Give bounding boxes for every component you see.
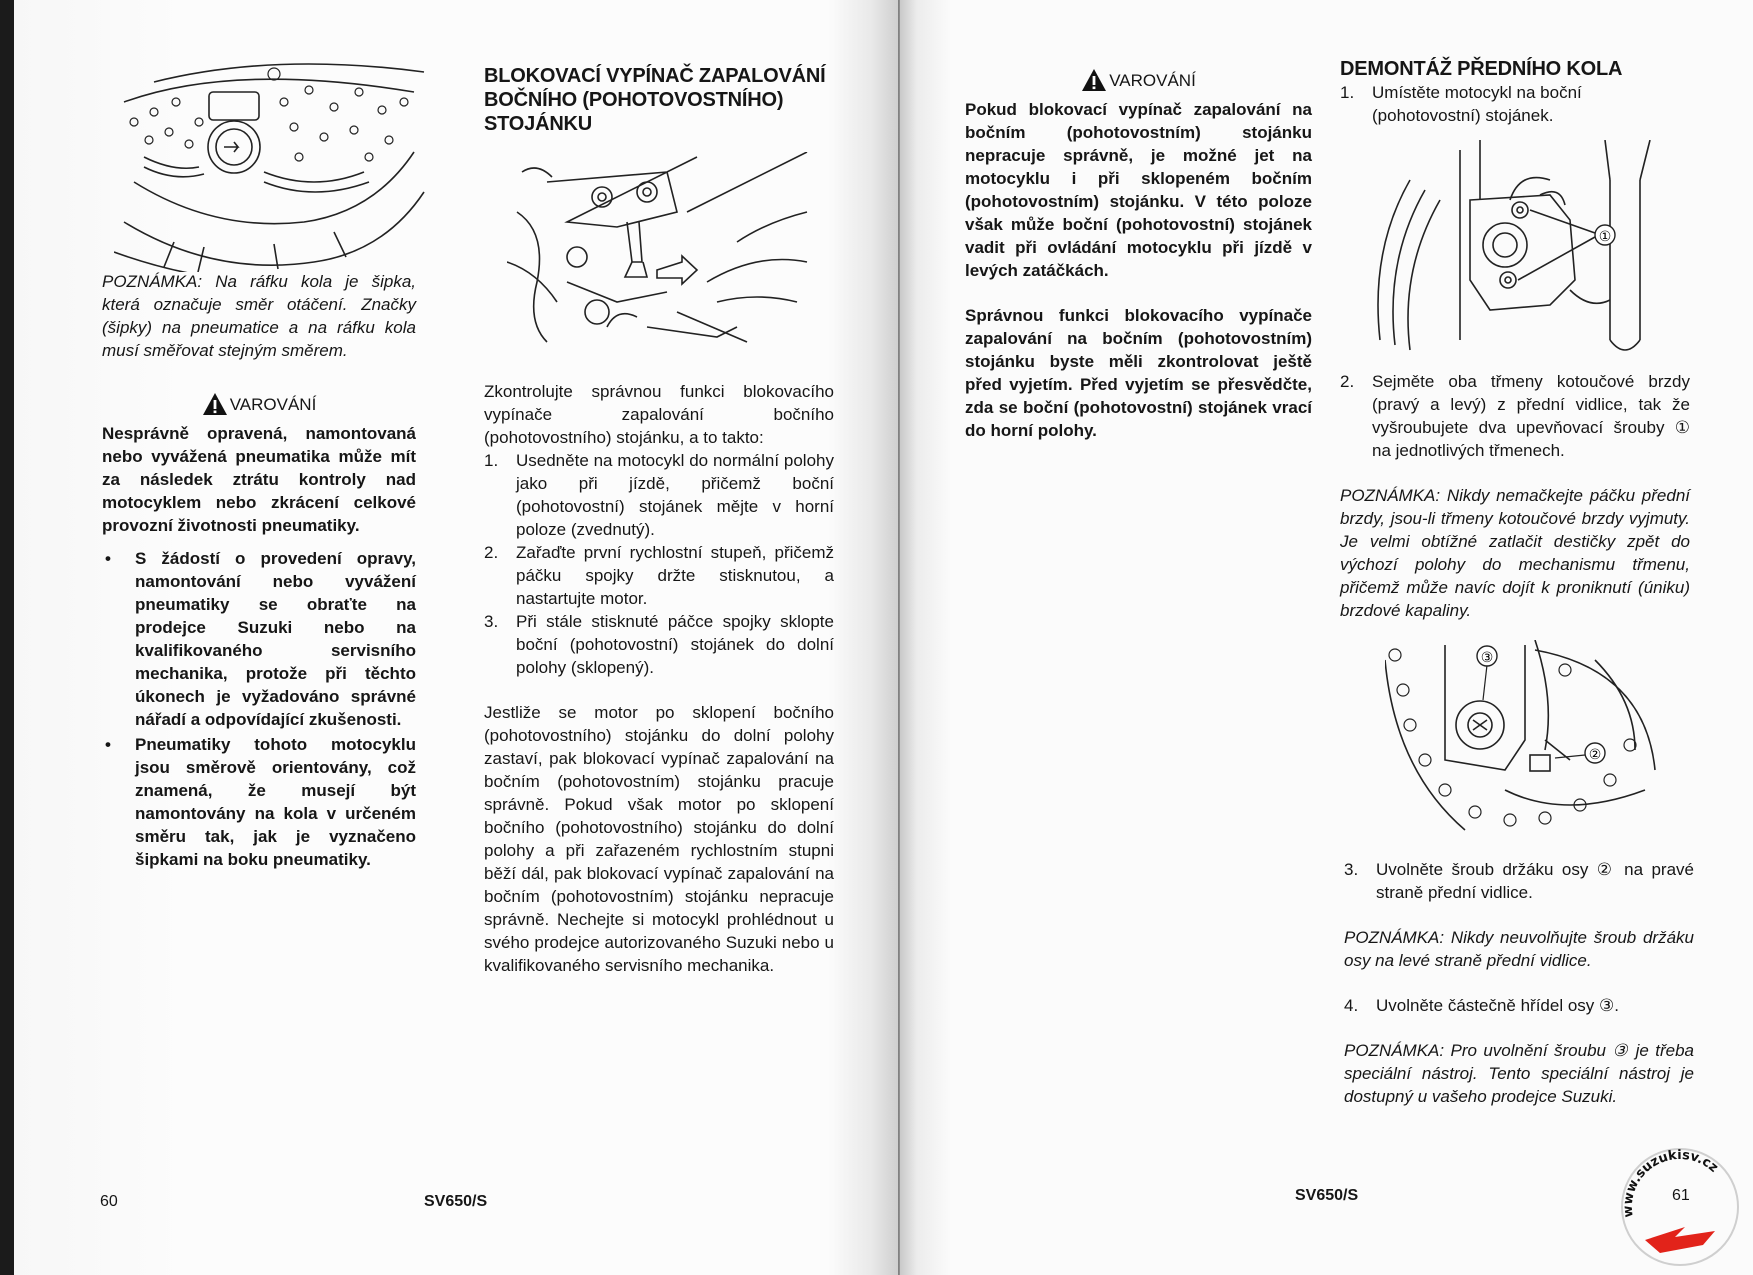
right-column-1 bbox=[965, 68, 1312, 442]
left-column-2 bbox=[484, 64, 834, 136]
brake-caliper-figure bbox=[1370, 140, 1670, 365]
page-number-right: 61 bbox=[1672, 1187, 1690, 1204]
list-item: 1. Umístěte motocykl na boční (pohotovostní) stojánek. bbox=[1340, 83, 1582, 125]
warning-triangle-icon bbox=[202, 392, 228, 416]
warning-heading-right bbox=[965, 68, 1312, 92]
stamp-url: www.suzukisv.cz bbox=[1620, 1147, 1721, 1219]
sv-logo-icon bbox=[1645, 1227, 1715, 1253]
list-item: • Pneumatiky tohoto motocyklu jsou směrově orientovány, což znamená, že musejí být namontovány na kola v určeném směru tak, jak je vyznačeno šipkami na boku pneumatiky. bbox=[102, 733, 416, 871]
warning-triangle-icon bbox=[1081, 68, 1107, 92]
model-footer-left: SV650/S bbox=[424, 1193, 488, 1210]
brake-lever-note: POZNÁMKA: Nikdy nemačkejte páčku přední brzdy, jsou-li třmeny kotoučové brzdy vyjmuty. Je velmi obtížné zatlačit destičky zpět do výchozí polohy do mechanismu třmenu, přičemž může navíc dojít k proniknutí (úniku) brzdové kapaliny. bbox=[1340, 486, 1690, 620]
list-item: 3. Uvolněte šroub držáku osy ② na pravé straně přední vidlice. bbox=[1344, 860, 1694, 902]
callout-1-label: ① bbox=[1598, 229, 1612, 245]
wheel-step-3 bbox=[1344, 858, 1694, 904]
right-column-2-top bbox=[1340, 57, 1690, 127]
tire-warning-list bbox=[102, 547, 416, 871]
sidestand-steps bbox=[484, 449, 834, 679]
axle-bolt-figure bbox=[1385, 640, 1665, 840]
wheel-step-2 bbox=[1340, 370, 1690, 462]
wheel-step-4 bbox=[1344, 994, 1694, 1017]
tire-warning-text: Nesprávně opravená, namontovaná nebo vyvážená pneumatika může mít za následek ztrátu kontroly nad motocyklem nebo zkrácení celkové provozní životnosti pneumatiky. bbox=[102, 424, 416, 535]
sidestand-warning-text-1: Pokud blokovací vypínač zapalování na bočním (pohotovostním) stojánku nepracuje správně, je možné jet na motocyklu i při sklopeném bočním (pohotovostním) stojánku. V této poloze však může boční (pohotovostní) stojánek vadit při ovládání motocyklu při jízdě v levých zatáčkách. bbox=[965, 100, 1312, 280]
right-column-2-middle bbox=[1340, 370, 1690, 622]
wheel-step-1 bbox=[1340, 81, 1690, 127]
list-item: 2. Zařaďte první rychlostní stupeň, přičemž páčku spojky držte stisknutou, a nastartujte motor. bbox=[484, 543, 834, 608]
list-item: 2. Sejměte oba třmeny kotoučové brzdy (pravý a levý) z přední vidlice, tak že vyšroubujete dva upevňovací šrouby ① na jednotlivých třmenech. bbox=[1340, 372, 1690, 460]
callout-3-label: ③ bbox=[1480, 650, 1494, 666]
left-column-2-body bbox=[484, 380, 834, 977]
right-page bbox=[900, 0, 1753, 1275]
sidestand-switch-figure bbox=[507, 152, 817, 347]
special-tool-note: POZNÁMKA: Pro uvolnění šroubu ③ je třeba speciální nástroj. Tento speciální nástroj je dostupný u vašeho prodejce Suzuki. bbox=[1344, 1041, 1694, 1106]
rim-arrow-note: POZNÁMKA: Na ráfku kola je šipka, která označuje směr otáčení. Značky (šipky) na pneumatice a na ráfku kola musí směřovat stejným směrem. bbox=[102, 272, 416, 360]
list-item: 3. Při stále stisknuté páčce spojky sklopte boční (pohotovostní) stojánek do dolní polohy (sklopený). bbox=[484, 612, 834, 677]
page-number-left: 60 bbox=[100, 1193, 118, 1210]
section-title-front-wheel-removal: DEMONTÁŽ PŘEDNÍHO KOLA bbox=[1340, 58, 1623, 80]
left-column-1 bbox=[102, 270, 416, 873]
model-footer-right: SV650/S bbox=[1295, 1187, 1359, 1204]
sidestand-warning-text-2: Správnou funkci blokovacího vypínače zapalování na bočním (pohotovostním) stojánku byste měli zkontrolovat ještě před vyjetím. Před vyjetím se přesvědčte, zda se boční (pohotovostní) stojánek vrací do horní polohy. bbox=[965, 306, 1312, 440]
sidestand-intro: Zkontrolujte správnou funkci blokovacího vypínače zapalování bočního (pohotovostního) stojánku, a to takto: bbox=[484, 382, 834, 447]
right-column-2-bottom bbox=[1344, 858, 1694, 1108]
section-title-sidestand-switch: BLOKOVACÍ VYPÍNAČ ZAPALOVÁNÍ BOČNÍHO (POHOTOVOSTNÍHO) STOJÁNKU bbox=[484, 65, 826, 135]
svg-text:www.suzukisv.cz bbox=[1621, 1148, 1721, 1218]
suzukisv-logo-stamp bbox=[1615, 1145, 1745, 1270]
list-item: 4. Uvolněte částečně hřídel osy ③. bbox=[1344, 996, 1619, 1015]
warning-heading-left bbox=[102, 392, 416, 416]
callout-2-label: ② bbox=[1588, 747, 1602, 763]
list-item: • S žádostí o provedení opravy, namontování nebo vyvážení pneumatiky se obraťte na prodejce Suzuki nebo na kvalifikovaného servisního mechanika, protože při těchto úkonech je vyžadováno správné nářadí a odpovídající zkušenosti. bbox=[102, 547, 416, 731]
axle-holder-note: POZNÁMKA: Nikdy neuvolňujte šroub držáku osy na levé straně přední vidlice. bbox=[1344, 928, 1694, 970]
wheel-arrow-figure bbox=[114, 62, 434, 272]
sidestand-result-paragraph: Jestliže se motor po sklopení bočního (pohotovostního) stojánku do dolní polohy zastaví, pak blokovací vypínač zapalování na bočním (pohotovostním) stojánku pracuje správně. Pokud však motor po sklopení bočního (pohotovostního) stojánku do dolní polohy a při zařazeném rychlostním stupni běží dál, pak blokovací vypínač zapalování na bočním (pohotovostním) stojánku nepracuje správně. Nechejte si motocykl prohlédnout u svého prodejce autorizovaného Suzuki nebo u kvalifikovaného servisního mechanika. bbox=[484, 703, 834, 975]
list-item: 1. Usedněte na motocykl do normální polohy jako při jízdě, přičemž boční (pohotovostní) stojánek mějte v horní poloze (zvednutý). bbox=[484, 451, 834, 539]
warning-title: VAROVÁNÍ bbox=[229, 394, 317, 414]
warning-title: VAROVÁNÍ bbox=[1109, 70, 1196, 90]
